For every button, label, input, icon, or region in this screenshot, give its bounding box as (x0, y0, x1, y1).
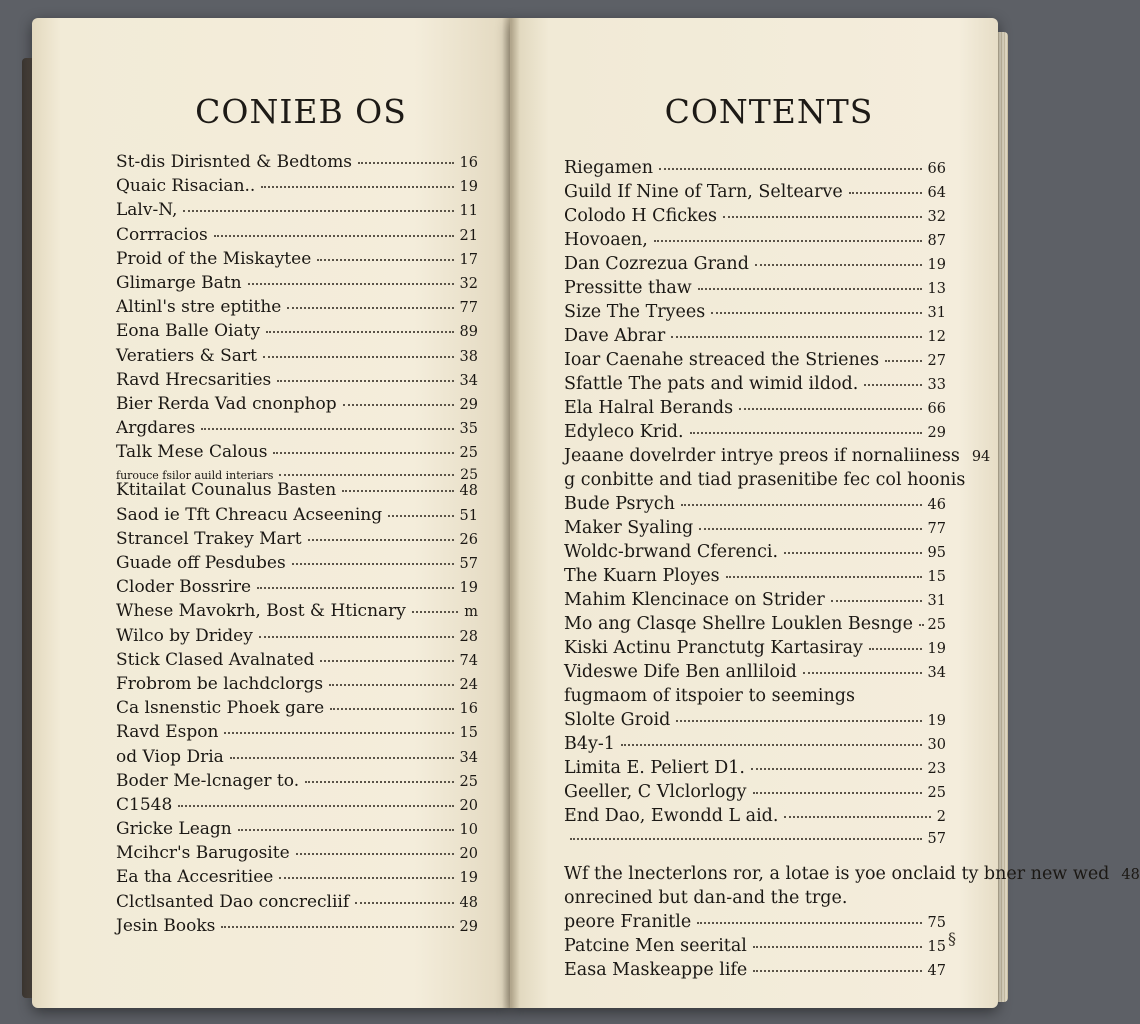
toc-entry (564, 544, 946, 568)
toc-entry-title: Boder Me-lcnager to. (116, 770, 300, 791)
toc-entry-title: Argdares (116, 418, 196, 439)
toc-entry-title: Lalv-N, (116, 200, 178, 221)
toc-page-number: 20 (459, 846, 478, 863)
toc-entry (116, 482, 478, 506)
toc-entry (116, 393, 478, 420)
toc-page-number: 15 (459, 725, 478, 742)
toc-page-number: 29 (459, 918, 478, 935)
dot-leader (753, 946, 922, 948)
toc-entry-title: Clctlsanted Dao concrecliif (116, 891, 350, 912)
toc-page-number: 19 (459, 580, 478, 597)
dot-leader (570, 838, 922, 840)
toc-page-number: 31 (927, 593, 946, 609)
toc-entry (564, 688, 946, 712)
toc-page-number: 21 (459, 227, 478, 244)
toc-entry-title: Mahim Klencinace on Strider (564, 590, 825, 610)
toc-page-number: 23 (927, 761, 946, 777)
dot-leader (784, 816, 930, 818)
dot-leader (803, 672, 922, 674)
dot-leader (849, 192, 922, 194)
toc-page-number: 64 (927, 185, 946, 201)
toc-entry-title: B4y-1 (564, 734, 615, 754)
dot-leader (659, 168, 922, 170)
dot-leader (681, 504, 922, 506)
toc-entry-title: g conbitte and tiad prasenitibe fec col hoonis (564, 470, 966, 490)
toc-entry-title: fugmaom of itspoier to seemings (564, 686, 855, 706)
toc-entry-title: peore Franitle (564, 912, 692, 932)
toc-entry (116, 603, 478, 627)
dot-leader (178, 805, 453, 807)
toc-page-number: 19 (459, 179, 478, 196)
toc-entry (564, 304, 946, 328)
toc-page-number: 19 (927, 641, 946, 657)
toc-page-number: 29 (927, 425, 946, 441)
toc-page-number: 35 (459, 421, 478, 438)
toc-entry-title: Dave Abrar (564, 326, 666, 346)
toc-entry-title: C1548 (116, 794, 173, 815)
toc-entry (564, 664, 946, 688)
dot-leader (308, 539, 454, 541)
toc-entry (116, 673, 478, 700)
toc-entry-title: Glimarge Batn (116, 272, 242, 293)
toc-entry-title: Ioar Caenahe streaced the Strienes (564, 350, 880, 370)
toc-entry (116, 299, 478, 323)
toc-page-number: 12 (927, 329, 946, 345)
toc-entry (564, 520, 946, 544)
toc-entry-title: Geeller, C Vlclorlogy (564, 782, 747, 802)
dot-leader (676, 720, 921, 722)
toc-entry (116, 915, 478, 942)
toc-entry (116, 579, 478, 603)
toc-entry (564, 568, 946, 592)
toc-entry (564, 376, 946, 400)
toc-entry (564, 616, 946, 640)
toc-entry-title: Maker Syaling (564, 518, 694, 538)
page-corner-mark: § (948, 929, 956, 948)
toc-page-number: 30 (927, 737, 946, 753)
toc-entry-title: onrecined but dan-and the trge. (564, 888, 848, 908)
dot-leader (330, 708, 453, 710)
toc-page-number: 16 (459, 155, 478, 171)
toc-page-number: 17 (459, 251, 478, 268)
toc-entry (564, 760, 946, 784)
toc-entry-title: Colodo H Cfickes (564, 206, 717, 226)
toc-entry-title: Ktitailat Counalus Basten (116, 480, 337, 501)
dot-leader (755, 264, 922, 266)
toc-entry-title: Talk Mese Calous (116, 442, 268, 463)
toc-page-number: 26 (459, 531, 478, 548)
book-spine-gutter (502, 18, 520, 1008)
toc-entry (116, 224, 478, 251)
dot-leader (831, 600, 922, 602)
toc-entry (564, 864, 1140, 890)
toc-entry (564, 914, 946, 938)
toc-entry (564, 640, 946, 664)
toc-entry (116, 345, 478, 372)
toc-page-number: 46 (927, 497, 946, 513)
toc-entry-title: Guade off Pesdubes (116, 553, 286, 573)
toc-entry-title: Dan Cozrezua Grand (564, 254, 749, 274)
dot-leader (654, 240, 922, 242)
dot-leader (273, 452, 453, 454)
toc-entry (564, 256, 946, 280)
toc-page-number: 16 (459, 701, 478, 718)
toc-page-number: 31 (927, 305, 946, 321)
dot-leader (711, 312, 921, 314)
toc-entry-title: Quaic Risacian.. (116, 176, 256, 197)
toc-page-number: 2 (936, 809, 946, 825)
dot-leader (287, 307, 453, 309)
dot-leader (412, 611, 458, 613)
toc-page-number: 48 (1121, 867, 1140, 883)
toc-entry-title: Ravd Espon (116, 722, 219, 743)
toc-page-number: 33 (927, 377, 946, 393)
toc-page-number: 48 (459, 483, 478, 500)
dot-leader (697, 922, 921, 924)
toc-page-number: 57 (459, 556, 478, 572)
toc-entry (116, 248, 478, 275)
toc-entry-title: Wf the lnecterlons ror, a lotae is yoe onclaid ty bner new wed (564, 864, 1110, 884)
toc-page-number: 29 (459, 396, 478, 413)
toc-entry-title: Edyleco Krid. (564, 422, 684, 442)
dot-leader (355, 902, 453, 904)
toc-entry (116, 869, 478, 893)
toc-entry-title: St-dis Dirisnted & Bedtoms (116, 152, 353, 172)
toc-entry (116, 555, 478, 579)
toc-entry (564, 938, 946, 962)
toc-entry (116, 528, 478, 555)
dot-leader (919, 624, 922, 626)
toc-entry-title: Jeaane dovelrder intrye preos if nornaliiness (564, 446, 960, 466)
toc-page-number: 20 (459, 797, 478, 814)
toc-entry-title: Proid of the Miskaytee (116, 248, 312, 269)
toc-page-number: 47 (927, 963, 946, 979)
toc-entry-title: Veratiers & Sart (116, 345, 257, 366)
toc-entry-title: Mcihcr's Barugosite (116, 843, 290, 864)
toc-page-number: 75 (927, 915, 946, 931)
toc-entry (564, 496, 946, 520)
toc-page-number: 34 (927, 665, 946, 681)
dot-leader (885, 360, 921, 362)
toc-entry (116, 178, 478, 202)
toc-entry (116, 154, 478, 178)
toc-entry (564, 280, 946, 304)
toc-page-number: 38 (459, 348, 478, 365)
toc-entry (564, 712, 946, 736)
toc-entry-title: Easa Maskeappe life (564, 960, 748, 980)
dot-leader (343, 404, 454, 406)
toc-page-number: 19 (927, 257, 946, 273)
toc-page-number: 24 (459, 676, 478, 693)
toc-entry (564, 736, 946, 760)
toc-page-number: 28 (459, 628, 478, 645)
toc-page-number: 34 (459, 372, 478, 389)
toc-page-number: 25 (459, 445, 478, 462)
dot-leader (621, 744, 922, 746)
dot-leader (358, 162, 454, 164)
toc-page-number: 25 (460, 467, 478, 484)
toc-page-number: m (464, 604, 478, 621)
toc-entry (564, 890, 946, 914)
toc-page-number: 32 (927, 209, 946, 225)
dot-leader (277, 380, 453, 382)
dot-leader (248, 283, 454, 285)
toc-entry (116, 202, 478, 226)
toc-page-number: 25 (927, 617, 946, 633)
toc-entry-title: Corrracios (116, 224, 208, 245)
toc-entry (116, 649, 478, 676)
toc-entry-title: Gricke Leagn (116, 819, 232, 840)
dot-leader (201, 428, 453, 430)
toc-entry (116, 746, 478, 773)
dot-leader (699, 528, 921, 530)
toc-entry (564, 400, 946, 424)
left-page-title: CONIEB OS (195, 92, 407, 131)
toc-entry-title: Saod ie Tft Chreacu Acseening (116, 504, 383, 525)
dot-leader (342, 490, 453, 492)
toc-entry (564, 446, 991, 472)
toc-entry-title: The Kuarn Ployes (564, 566, 720, 586)
toc-entry (116, 504, 478, 531)
open-book (22, 18, 1140, 1012)
right-page-title: CONTENTS (664, 92, 874, 131)
toc-entry-title: Strancel Trakey Mart (116, 528, 302, 549)
toc-entry-title: End Dao, Ewondd L aid. (564, 806, 779, 826)
toc-entry (116, 891, 478, 918)
toc-entry (116, 444, 478, 468)
dot-leader (739, 408, 921, 410)
toc-entry-title: Limita E. Peliert D1. (564, 758, 745, 778)
toc-page-number: 27 (927, 353, 946, 369)
toc-entry-title: Eona Balle Oiaty (116, 321, 261, 342)
dot-leader (698, 288, 922, 290)
right-page (510, 18, 1140, 1008)
dot-leader (753, 792, 922, 794)
toc-page-number: 66 (927, 161, 946, 177)
toc-page-number: 25 (927, 785, 946, 801)
toc-page-number: 13 (927, 281, 946, 297)
toc-page-number: 32 (459, 275, 478, 292)
toc-entry (564, 784, 946, 808)
toc-entry-title: Frobrom be lachdclorgs (116, 673, 324, 694)
dot-leader (329, 684, 453, 686)
toc-entry-title: Ea tha Accesritiee (116, 867, 274, 888)
toc-page-number: 25 (459, 773, 478, 790)
toc-entry (564, 352, 946, 376)
toc-entry-title: Pressitte thaw (564, 278, 692, 298)
toc-entry (564, 808, 946, 832)
dot-leader (224, 732, 453, 734)
dot-leader (259, 636, 454, 638)
toc-entry-title: Ela Halral Berands (564, 398, 734, 418)
toc-page-number: 77 (927, 521, 946, 537)
toc-page-number: 19 (927, 713, 946, 729)
dot-leader (296, 853, 454, 855)
toc-entry (564, 592, 946, 616)
dot-leader (214, 235, 454, 237)
toc-entry-title: furouce fsilor auild interiars (116, 469, 274, 483)
toc-page-number: 48 (459, 894, 478, 911)
toc-entry-title: Ca lsnenstic Phoek gare (116, 698, 325, 719)
right-toc-list (564, 158, 1140, 986)
dot-leader (388, 515, 453, 517)
toc-entry-title: Size The Tryees (564, 302, 706, 322)
toc-entry-title: Whese Mavokrh, Bost & Hticnary (116, 601, 406, 622)
dot-leader (305, 781, 453, 783)
toc-entry (564, 184, 946, 208)
dot-leader (864, 384, 921, 386)
toc-entry (564, 470, 966, 496)
dot-leader (238, 829, 454, 831)
toc-page-number: 94 (971, 449, 991, 465)
toc-entry-title: Sfattle The pats and wimid ildod. (564, 374, 859, 394)
toc-entry (564, 328, 946, 352)
toc-entry (116, 700, 478, 724)
toc-entry-title: Wilco by Dridey (116, 625, 253, 646)
toc-entry-title: Mo ang Clasqe Shellre Louklen Besnge (564, 614, 913, 634)
dot-leader (279, 474, 454, 476)
dot-leader (183, 210, 453, 212)
dot-leader (292, 563, 454, 565)
toc-entry (116, 369, 478, 396)
toc-entry-title: Kiski Actinu Pranctutg Kartasiray (564, 638, 863, 658)
dot-leader (230, 757, 454, 759)
toc-entry (116, 845, 478, 869)
toc-entry (564, 208, 946, 232)
toc-page-number: 11 (459, 203, 478, 220)
dot-leader (726, 576, 922, 578)
dot-leader (257, 587, 453, 589)
toc-page-number: 34 (459, 749, 478, 766)
toc-entry-title: Cloder Bossrire (116, 577, 252, 598)
dot-leader (261, 186, 453, 188)
toc-entry (116, 323, 478, 347)
toc-entry-title: Woldc-brwand Cferenci. (564, 542, 779, 562)
toc-page-number: 77 (459, 300, 478, 317)
toc-entry (116, 794, 478, 821)
toc-page-number: 74 (459, 652, 478, 669)
dot-leader (263, 356, 454, 358)
toc-page-number: 10 (459, 822, 478, 839)
toc-page-number: 15 (927, 939, 946, 955)
toc-entry-title: Ravd Hrecsarities (116, 369, 272, 390)
dot-leader (266, 331, 454, 333)
left-page (32, 18, 510, 1008)
dot-leader (320, 660, 453, 662)
dot-leader (869, 648, 922, 650)
toc-entry-title: Guild If Nine of Tarn, Seltearve (564, 182, 843, 202)
toc-entry (564, 832, 946, 856)
toc-page-number: 15 (927, 569, 946, 585)
toc-entry-title: Patcine Men seerital (564, 936, 747, 956)
toc-entry-title: Slolte Groid (564, 710, 671, 730)
toc-page-number: 89 (459, 324, 478, 341)
toc-entry (564, 962, 946, 986)
dot-leader (279, 877, 453, 879)
dot-leader (751, 768, 922, 770)
toc-entry-title: Riegamen (564, 158, 653, 178)
toc-entry (116, 770, 478, 797)
dot-leader (671, 336, 921, 338)
toc-entry-title: Stick Clased Avalnated (116, 649, 315, 670)
left-toc-list (116, 154, 478, 942)
toc-entry (116, 420, 478, 444)
dot-leader (753, 970, 921, 972)
toc-entry (564, 160, 946, 184)
toc-page-number: 57 (927, 831, 946, 847)
dot-leader (784, 552, 922, 554)
toc-entry (564, 424, 946, 448)
toc-entry-title: od Viop Dria (116, 746, 224, 767)
toc-entry-title: Hovoaen, (564, 230, 648, 250)
toc-page-number: 66 (927, 401, 946, 417)
toc-entry (564, 232, 946, 256)
toc-entry (116, 724, 478, 748)
toc-entry (116, 625, 478, 652)
toc-entry-title: Bier Rerda Vad cnonphop (116, 393, 337, 414)
dot-leader (221, 926, 453, 928)
toc-page-number: 51 (459, 507, 478, 524)
toc-entry (116, 821, 478, 845)
dot-leader (723, 216, 922, 218)
toc-entry-title: Altinl's stre eptithe (116, 297, 282, 318)
toc-page-number: 95 (927, 545, 946, 561)
toc-entry-title: Bude Psrych (564, 494, 675, 514)
toc-page-number: 19 (459, 870, 478, 887)
toc-entry-title: Jesin Books (116, 915, 216, 936)
toc-entry-title: Videswe Dife Ben anlliloid (564, 662, 797, 682)
dot-leader (317, 259, 453, 261)
toc-page-number: 87 (927, 233, 946, 249)
dot-leader (690, 432, 922, 434)
toc-entry (116, 272, 478, 299)
